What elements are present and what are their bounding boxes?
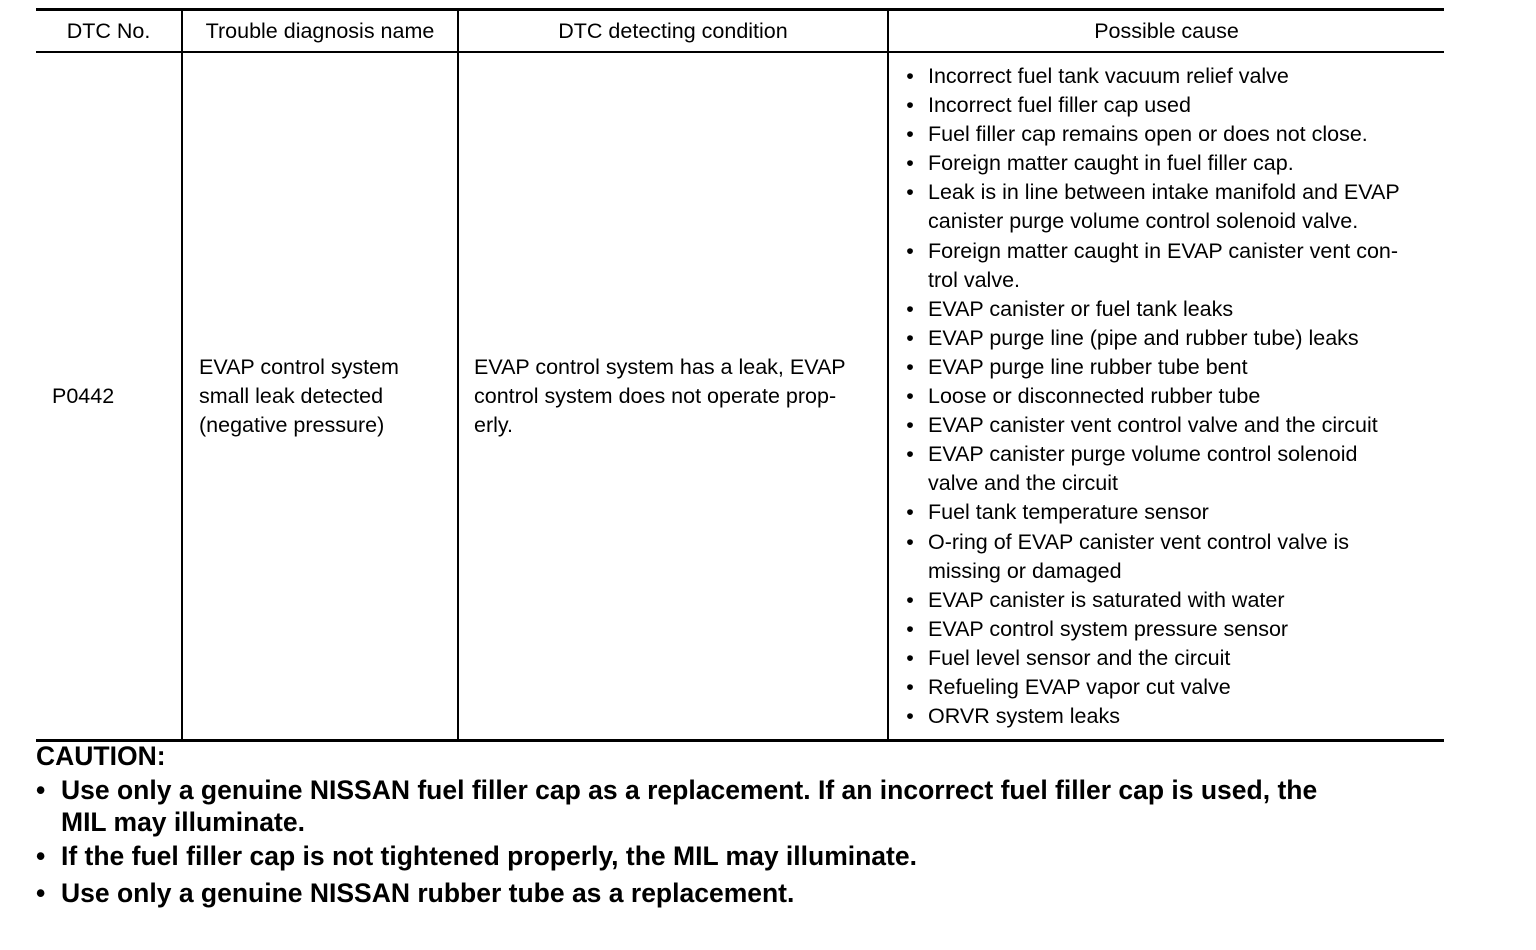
caution-item [36,840,1456,872]
table-header-row [36,10,1444,53]
possible-cause-item [905,673,1438,702]
possible-cause-list [889,62,1444,731]
possible-cause-item [905,178,1438,236]
name-line: small leak detected [199,383,384,408]
caution-text: Use only a genuine NISSAN rubber tube as a replacement. [61,878,795,908]
possible-cause-item [905,382,1438,411]
possible-cause-item [905,324,1438,353]
bullet-icon: • [906,64,914,88]
header-dtc-detecting-condition: DTC detecting condition [458,10,888,53]
caution-section [36,738,1456,909]
possible-cause-item [905,440,1438,498]
possible-cause-text: ORVR system leaks [928,704,1120,729]
trouble-diagnosis-name [182,52,458,741]
possible-causes [888,52,1444,741]
possible-cause-text: Incorrect fuel filler cap used [928,93,1191,118]
condition-line: erly. [474,412,514,437]
possible-cause-text: EVAP purge line rubber tube bent [928,354,1248,379]
possible-cause-item [905,644,1438,673]
possible-cause-item [905,411,1438,440]
caution-text: Use only a genuine NISSAN fuel filler cap as a replacement. If an incorrect fuel filler cap is used, the [61,775,1318,805]
detecting-condition [458,52,888,741]
possible-cause-item [905,237,1438,295]
bullet-icon: • [906,674,914,699]
possible-cause-item [905,120,1438,149]
table-row [36,52,1444,741]
header-dtc-no: DTC No. [36,10,182,53]
bullet-icon: • [906,616,914,641]
possible-cause-text: EVAP control system pressure sensor [928,616,1289,641]
possible-cause-text: Refueling EVAP vapor cut valve [928,674,1231,699]
possible-cause-item [905,498,1438,527]
possible-cause-text: Fuel level sensor and the circuit [928,645,1231,670]
bullet-icon: • [906,413,914,438]
caution-item [36,877,1456,909]
bullet-icon: • [906,500,914,525]
bullet-icon: • [36,841,46,871]
name-line: (negative pressure) [199,412,385,437]
bullet-icon: • [906,384,914,409]
possible-cause-item [905,149,1438,178]
possible-cause-item [905,528,1438,586]
possible-cause-item [905,615,1438,644]
bullet-icon: • [906,587,914,612]
possible-cause-text: O-ring of EVAP canister vent control valve is [928,529,1350,554]
possible-cause-item [905,702,1438,731]
possible-cause-text: EVAP canister is saturated with water [928,587,1285,612]
caution-list [36,774,1456,909]
possible-cause-item [905,353,1438,382]
possible-cause-item [905,586,1438,615]
bullet-icon: • [906,529,914,554]
condition-line: control system does not operate prop- [474,383,837,408]
possible-cause-item [905,91,1438,120]
bullet-icon: • [906,93,914,118]
possible-cause-text: Leak is in line between intake manifold and EVAP [928,180,1400,205]
possible-cause-text: Foreign matter caught in fuel filler cap. [928,151,1294,176]
bullet-icon: • [906,354,914,379]
possible-cause-text: Loose or disconnected rubber tube [928,384,1261,409]
possible-cause-text: EVAP purge line (pipe and rubber tube) leaks [928,325,1359,350]
possible-cause-item [905,62,1438,91]
caution-heading: CAUTION: [36,741,166,771]
possible-cause-text: EVAP canister or fuel tank leaks [928,296,1234,321]
possible-cause-text: canister purge volume control solenoid valve. [928,209,1359,234]
header-trouble-diagnosis-name: Trouble diagnosis name [182,10,458,53]
bullet-icon: • [906,238,914,263]
possible-cause-text: Fuel tank temperature sensor [928,500,1209,525]
bullet-icon: • [36,878,46,908]
condition-line: EVAP control system has a leak, EVAP [474,354,846,379]
bullet-icon: • [906,325,914,350]
possible-cause-text: Incorrect fuel tank vacuum relief valve [928,64,1289,88]
bullet-icon: • [906,645,914,670]
name-line: EVAP control system [199,354,399,379]
caution-text: MIL may illuminate. [61,807,305,837]
bullet-icon: • [906,122,914,147]
possible-cause-text: Fuel filler cap remains open or does not close. [928,122,1368,147]
bullet-icon: • [906,180,914,205]
bullet-icon: • [36,775,46,805]
possible-cause-item [905,295,1438,324]
bullet-icon: • [906,704,914,729]
dtc-table [36,8,1444,742]
header-possible-cause: Possible cause [888,10,1444,53]
possible-cause-text: valve and the circuit [928,471,1119,496]
bullet-icon: • [906,442,914,467]
bullet-icon: • [906,296,914,321]
possible-cause-text: trol valve. [928,267,1021,292]
caution-item [36,774,1456,838]
possible-cause-text: EVAP canister vent control valve and the circuit [928,413,1378,438]
possible-cause-text: EVAP canister purge volume control solenoid [928,442,1358,467]
possible-cause-text: missing or damaged [928,558,1122,583]
bullet-icon: • [906,151,914,176]
caution-text: If the fuel filler cap is not tightened properly, the MIL may illuminate. [61,841,917,871]
possible-cause-text: Foreign matter caught in EVAP canister vent con- [928,238,1399,263]
dtc-number: P0442 [36,52,182,741]
